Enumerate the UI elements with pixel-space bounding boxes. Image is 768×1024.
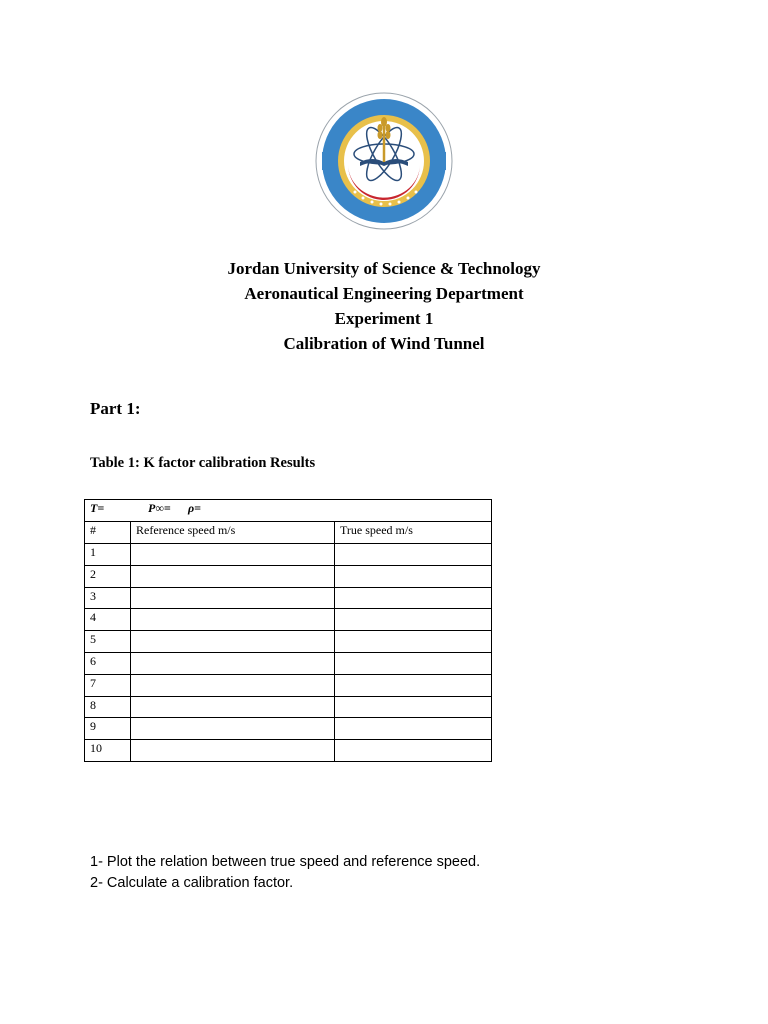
table-row bbox=[85, 609, 492, 631]
reference-speed-cell[interactable] bbox=[131, 696, 335, 718]
true-speed-cell[interactable] bbox=[335, 544, 492, 566]
row-number-cell: 8 bbox=[85, 696, 131, 718]
table-row bbox=[85, 718, 492, 740]
experiment-number: Experiment 1 bbox=[334, 309, 434, 328]
table-row bbox=[85, 544, 492, 566]
reference-speed-cell[interactable] bbox=[131, 587, 335, 609]
part-heading: Part 1: bbox=[90, 399, 141, 418]
row-number-cell: 2 bbox=[85, 565, 131, 587]
university-logo bbox=[315, 92, 453, 230]
reference-speed-cell[interactable] bbox=[131, 740, 335, 762]
table-row bbox=[85, 587, 492, 609]
calibration-table bbox=[84, 499, 492, 762]
row-number-cell: 10 bbox=[85, 740, 131, 762]
true-speed-cell[interactable] bbox=[335, 565, 492, 587]
row-number-cell: 1 bbox=[85, 544, 131, 566]
row-number-cell: 4 bbox=[85, 609, 131, 631]
reference-speed-cell[interactable] bbox=[131, 565, 335, 587]
row-number-cell: 3 bbox=[85, 587, 131, 609]
title-block bbox=[0, 256, 768, 356]
table-params-row bbox=[85, 500, 492, 522]
table-row bbox=[85, 565, 492, 587]
table-caption: Table 1: K factor calibration Results bbox=[90, 455, 316, 471]
pressure-param: P∞= bbox=[148, 501, 171, 515]
true-speed-cell[interactable] bbox=[335, 631, 492, 653]
table-row bbox=[85, 740, 492, 762]
department-name: Aeronautical Engineering Department bbox=[244, 284, 524, 303]
temperature-param: T= bbox=[90, 501, 105, 515]
row-number-cell: 7 bbox=[85, 674, 131, 696]
table-row bbox=[85, 696, 492, 718]
instruction-item: 1- Plot the relation between true speed and reference speed. bbox=[90, 854, 481, 870]
true-speed-cell[interactable] bbox=[335, 674, 492, 696]
table-header-row bbox=[85, 522, 492, 544]
reference-speed-cell[interactable] bbox=[131, 652, 335, 674]
true-speed-cell[interactable] bbox=[335, 587, 492, 609]
reference-speed-cell[interactable] bbox=[131, 544, 335, 566]
reference-speed-cell[interactable] bbox=[131, 674, 335, 696]
instruction-item: 2- Calculate a calibration factor. bbox=[90, 875, 294, 891]
col-header-true-speed: True speed m/s bbox=[335, 522, 492, 544]
row-number-cell: 6 bbox=[85, 652, 131, 674]
true-speed-cell[interactable] bbox=[335, 652, 492, 674]
table-row bbox=[85, 631, 492, 653]
col-header-number: # bbox=[85, 522, 131, 544]
true-speed-cell[interactable] bbox=[335, 718, 492, 740]
table-params-cell bbox=[85, 500, 492, 522]
density-param: ρ= bbox=[188, 501, 202, 515]
university-name: Jordan University of Science & Technology bbox=[227, 259, 541, 278]
row-number-cell: 9 bbox=[85, 718, 131, 740]
true-speed-cell[interactable] bbox=[335, 609, 492, 631]
instructions bbox=[90, 852, 480, 894]
reference-speed-cell[interactable] bbox=[131, 718, 335, 740]
true-speed-cell[interactable] bbox=[335, 696, 492, 718]
row-number-cell: 5 bbox=[85, 631, 131, 653]
col-header-reference-speed: Reference speed m/s bbox=[131, 522, 335, 544]
table-row bbox=[85, 674, 492, 696]
table-row bbox=[85, 652, 492, 674]
true-speed-cell[interactable] bbox=[335, 740, 492, 762]
reference-speed-cell[interactable] bbox=[131, 609, 335, 631]
reference-speed-cell[interactable] bbox=[131, 631, 335, 653]
experiment-title: Calibration of Wind Tunnel bbox=[283, 334, 485, 353]
